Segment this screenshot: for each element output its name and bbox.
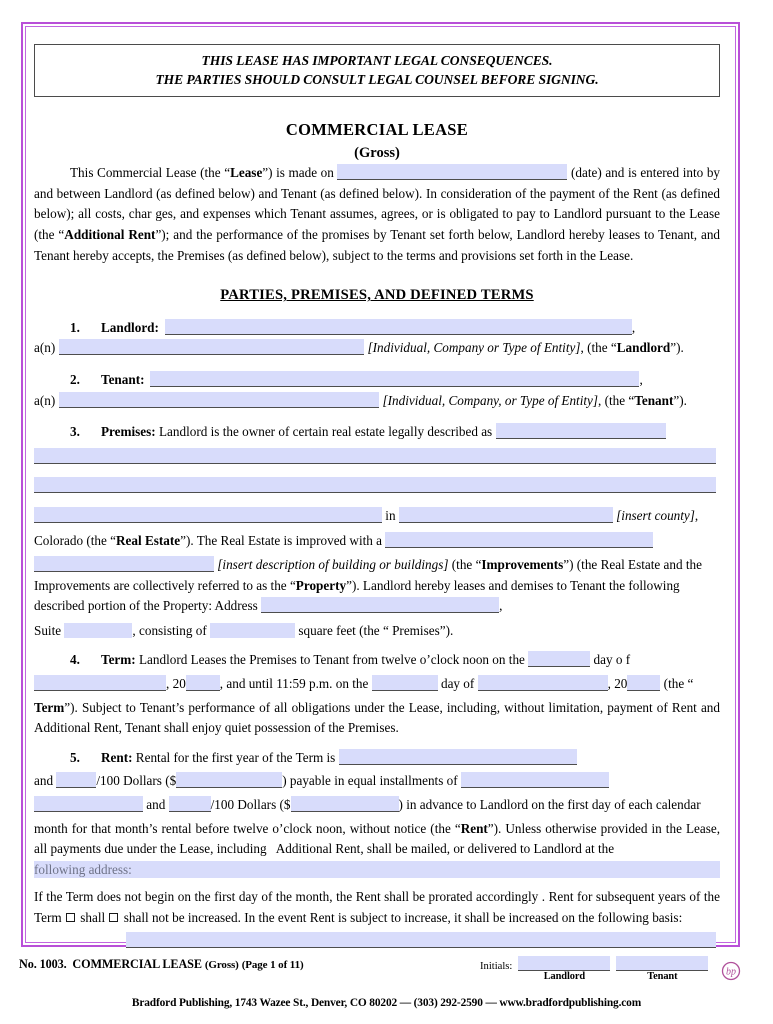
square-feet-field[interactable] — [210, 623, 295, 638]
legal-warning-line-1: THIS LEASE HAS IMPORTANT LEGAL CONSEQUENCES. — [201, 53, 553, 68]
initials-landlord-field[interactable] — [518, 956, 610, 971]
item-term-line-2 — [34, 674, 720, 695]
date-field[interactable] — [337, 164, 567, 180]
tenant-an-prefix: a(n) — [34, 392, 56, 408]
landlord-entity-hint: [Individual, Company or Type of Entity] — [367, 340, 581, 356]
premises-text-5: ”) (the Real Estate and the Improvements are collectively referred to as the “ — [34, 557, 703, 593]
initials-landlord-caption: Landlord — [543, 971, 586, 982]
rent-cb2-label: shall not be increased. In the event Rent is subject to increase, it shall be increased on the following basis: — [120, 910, 683, 925]
suite-field[interactable] — [64, 623, 132, 638]
term-text-7: (the “ — [660, 676, 694, 692]
premises-consisting: , consisting of — [132, 622, 211, 638]
premises-text-2: Colorado (the “ — [34, 532, 117, 548]
rent-increase-basis-field[interactable] — [126, 932, 716, 948]
landlord-tail-end: ”). — [670, 340, 684, 356]
item-premises-line-1 — [34, 422, 720, 443]
item-rent-line-2 — [34, 771, 720, 792]
rent-address-label: following address: — [34, 861, 132, 877]
improvements-field-2[interactable] — [34, 556, 214, 572]
bradford-publishing-logo-icon — [721, 961, 741, 981]
legal-description-field-2[interactable] — [34, 448, 716, 464]
item-premises-line-5 — [34, 531, 720, 552]
term-start-year-field[interactable] — [186, 675, 220, 691]
intro-bold-additional-rent: Additional Rent — [64, 226, 156, 242]
bold-improvements: Improvements — [481, 557, 564, 573]
installment-words-field-1[interactable] — [461, 772, 609, 788]
initials-tenant-caption: Tenant — [647, 971, 678, 982]
rent-text-2: /100 Dollars ($ — [96, 773, 177, 789]
item-rent-basis-row — [34, 931, 720, 952]
premises-sqft-text: square feet (the “ Premises”). — [295, 622, 454, 638]
term-start-month-field[interactable] — [34, 675, 166, 691]
initials-block — [480, 956, 708, 982]
page-subtitle: (Gross) — [354, 144, 400, 161]
bold-property: Property — [295, 577, 347, 593]
rent-text-7: If the Term does not begin on the first day of the month, the Rent shall be prorated accordingly . Rent for subsequent years of the Term — [34, 889, 720, 925]
legal-description-field-1[interactable] — [496, 423, 666, 439]
rent-text-4: /100 Dollars ($ — [210, 797, 291, 813]
building-description-hint: [insert description of building or buildings] — [217, 557, 449, 573]
landlord-tail: , (the “ — [580, 340, 617, 356]
item-label-term: Term: — [101, 652, 136, 668]
tenant-tail: , (the “ — [598, 392, 635, 408]
item-premises-line-3 — [34, 476, 720, 497]
landlord-entity-field[interactable] — [59, 339, 364, 355]
term-end-year-field[interactable] — [627, 675, 660, 691]
page-title: COMMERCIAL LEASE — [285, 120, 469, 139]
intro-text-1: This Commercial Lease (the “ — [70, 165, 231, 181]
county-field[interactable] — [399, 507, 613, 523]
intro-text-4: ”); and the performance of the promises by Tenant set forth below, Landlord hereby leases to Tenant, and Tenant hereby accepts, the Premises (as defined below), subject to the terms and provisions set forth in the Lease. — [34, 226, 721, 263]
item-term-tail — [34, 698, 720, 739]
tenant-entity-hint: [Individual, Company, or Type of Entity] — [382, 392, 599, 408]
item-tenant-entity-row — [34, 391, 720, 412]
item-number-4: 4. — [70, 652, 80, 668]
annual-rent-amount-field[interactable] — [176, 772, 282, 788]
item-rent-proration — [34, 887, 720, 928]
suite-label: Suite — [34, 622, 62, 638]
legal-warning-box — [34, 44, 720, 97]
bold-rent: Rent — [460, 820, 488, 836]
footer-page-info: (Page 1 of 11) — [241, 959, 304, 971]
tenant-name-field[interactable] — [150, 371, 639, 387]
item-label-premises: Premises: — [101, 424, 156, 440]
installment-words-field-2[interactable] — [34, 796, 143, 812]
comma-2: , — [639, 371, 643, 387]
item-premises-line-4: in [insert county], — [34, 506, 720, 527]
rent-cb1-label: shall — [76, 910, 109, 925]
legal-description-field-3[interactable] — [34, 477, 716, 493]
annual-rent-cents-field[interactable] — [56, 772, 96, 788]
rent-and-2: and — [143, 797, 169, 813]
landlord-name-field[interactable] — [165, 319, 632, 335]
premises-text-3: ”). The Real Estate is improved with a — [180, 532, 386, 548]
term-text-6: , 20 — [607, 676, 628, 692]
legal-description-field-4[interactable] — [34, 507, 382, 523]
item-rent-line-1 — [34, 748, 720, 769]
county-hint: [insert county] — [616, 507, 695, 523]
term-text-4: , and until 11:59 p.m. on the — [219, 676, 372, 692]
item-label-landlord: Landlord: — [101, 319, 159, 335]
term-end-day-field[interactable] — [372, 675, 438, 691]
item-rent-line-3 — [34, 795, 720, 816]
bold-term: Term — [34, 699, 65, 715]
item-premises-line-2 — [34, 447, 720, 468]
item-tenant — [34, 370, 720, 391]
footer-form-kind: (Gross) — [204, 959, 239, 971]
footer-form-title: COMMERCIAL LEASE — [72, 957, 202, 971]
annual-rent-words-field-1[interactable] — [339, 749, 577, 765]
intro-bold-lease: Lease — [230, 165, 263, 181]
intro-paragraph — [34, 163, 720, 266]
tenant-tail-bold: Tenant — [634, 392, 674, 408]
address-field[interactable] — [261, 597, 499, 613]
initials-tenant-slot — [616, 956, 708, 982]
installment-cents-field[interactable] — [169, 796, 211, 812]
item-label-rent: Rent: — [101, 749, 133, 765]
item-rent-address-row — [34, 861, 720, 882]
term-text-2: day o f — [590, 652, 631, 668]
tenant-entity-field[interactable] — [59, 392, 379, 408]
footer-form-line — [19, 957, 304, 972]
legal-warning-line-2: THE PARTIES SHOULD CONSULT LEGAL COUNSEL BEFORE SIGNING. — [155, 72, 599, 87]
section-heading-parties: PARTIES, PREMISES, AND DEFINED TERMS — [220, 287, 534, 304]
rent-increase-shall-checkbox[interactable] — [66, 913, 75, 922]
svg-text:bp: bp — [726, 966, 736, 978]
rent-text-5-a: ) in advance to Landlord on the first day of each calendar — [398, 797, 701, 813]
item-term-line-1 — [34, 650, 720, 671]
initials-tenant-field[interactable] — [616, 956, 708, 971]
footer-form-number: No. 1003. — [19, 957, 67, 971]
premises-text-4: (the “ — [448, 557, 482, 573]
item-premises-line-6: [insert description of building or buildings] (the “Improvements”) (the Real Estate and the Improvements are collectively referred to as the “Property”). Landlord hereby leases and demises to Tenant the following described portion of the Property: Address , — [34, 557, 703, 614]
comma-1: , — [631, 319, 636, 335]
term-text-8: ”). Subject to Tenant’s performance of all obligations under the Lease, including, without limitation, payment of Rent and Additional Rent, Tenant shall enjoy quiet possession of the Premises. — [34, 699, 720, 736]
landlord-tail-bold: Landlord — [616, 340, 671, 356]
item-number-5: 5. — [70, 749, 80, 765]
term-start-day-field[interactable] — [528, 651, 590, 667]
item-landlord-entity-row — [34, 338, 720, 359]
premises-text-1: Landlord is the owner of certain real estate legally described as — [155, 424, 496, 440]
intro-text-2: ”) is made on — [262, 165, 338, 181]
item-number-3: 3. — [70, 424, 80, 440]
item-landlord — [34, 318, 720, 339]
item-rent-tail: month for that month’s rental before twelve o’clock noon, without notice (the “Rent”). Unless otherwise provided in the Lease, all payments due under the Lease, including Additional Rent, shall be mailed, or delivered to Landlord at the — [34, 820, 720, 857]
term-end-month-field[interactable] — [478, 675, 608, 691]
premises-in-word: in — [385, 507, 396, 523]
tenant-tail-end: ”). — [673, 392, 687, 408]
intro-text-3: (date) and is entered into by and between Landlord (as defined below) and Tenant (as defined below). In consideration of the payment of the Rent (as defined below); all costs, char ges, and expenses which Tenant assumes, agrees, or is obligated to pay to Landlord pursuant to the Lease (the “ — [34, 165, 721, 242]
improvements-field-1[interactable] — [385, 532, 653, 548]
initials-label: Initials: — [480, 961, 513, 972]
term-text-5: day of — [437, 676, 478, 692]
bold-real-estate: Real Estate — [116, 532, 181, 548]
footer-publisher: Bradford Publishing, 1743 Wazee St., Denver, CO 80202 — (303) 292-2590 — www.bradfordpublishing.com — [131, 997, 642, 1009]
landlord-an-prefix: a(n) — [34, 340, 56, 356]
rent-and-1: and — [34, 773, 57, 789]
rent-text-3: ) payable in equal installments of — [282, 773, 461, 789]
rent-increase-shall-not-checkbox[interactable] — [109, 913, 118, 922]
item-premises-line-7 — [34, 621, 720, 642]
rent-text-1: Rental for the first year of the Term is — [132, 749, 339, 765]
term-text-1: Landlord Leases the Premises to Tenant from twelve o’clock noon on the — [135, 652, 529, 668]
document-content — [34, 44, 720, 951]
item-number-1: 1. — [70, 319, 80, 335]
installment-amount-field[interactable] — [291, 796, 399, 812]
term-text-3: , 20 — [166, 676, 186, 692]
initials-landlord-slot — [518, 956, 610, 982]
item-label-tenant: Tenant: — [101, 371, 145, 387]
premises-text-6: ”). Landlord hereby leases and demises to Tenant the following described portion of the Property: Address — [34, 577, 680, 614]
item-number-2: 2. — [70, 371, 80, 387]
